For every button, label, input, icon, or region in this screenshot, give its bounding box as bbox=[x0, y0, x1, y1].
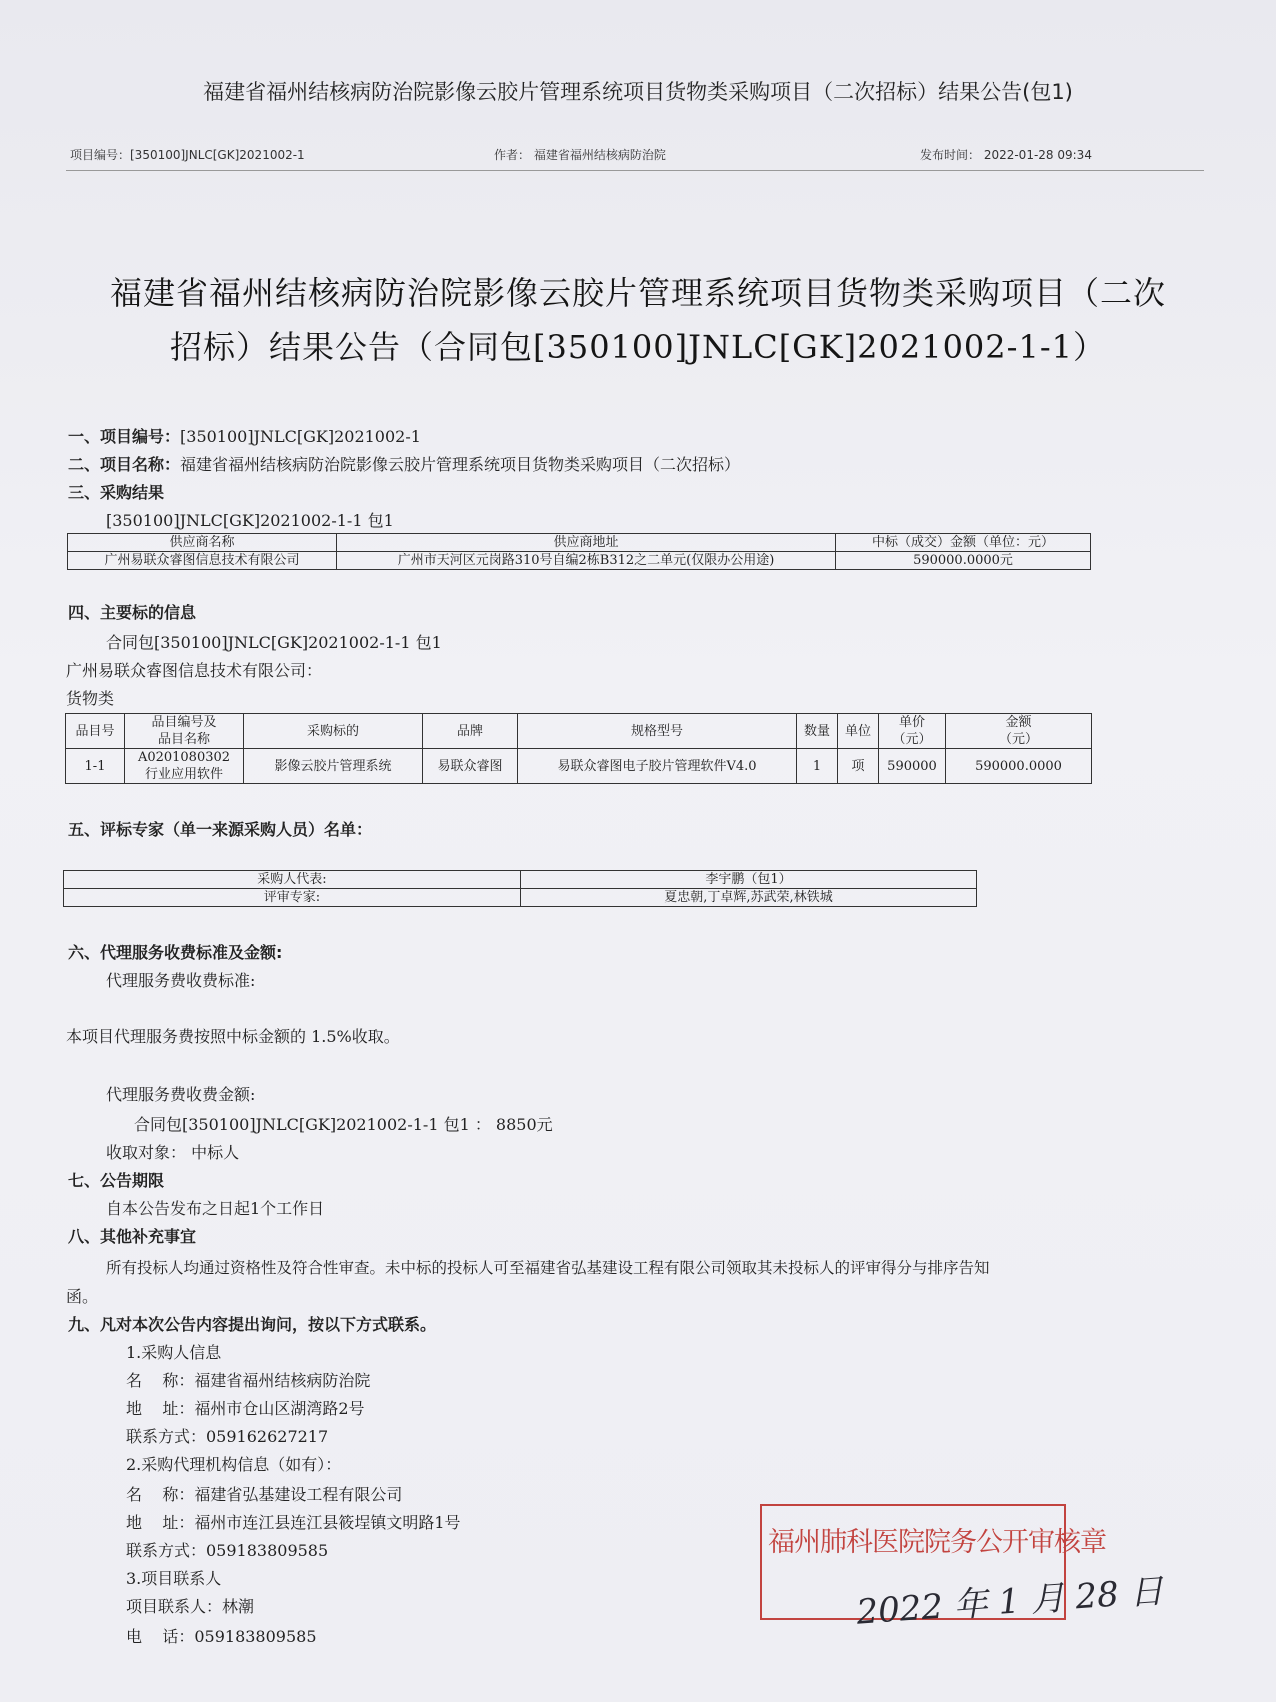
item-unit-cell: 项 bbox=[838, 749, 879, 784]
supplier-address-cell: 广州市天河区元岗路310号自编2栋B312之二单元(仅限办公用途) bbox=[337, 552, 836, 570]
section-3-package: [350100]JNLC[GK]2021002-1-1 包1 bbox=[106, 511, 394, 530]
purchaser-info-heading: 1.采购人信息 bbox=[126, 1343, 222, 1362]
table-header-cell bbox=[946, 714, 1092, 749]
expert-role-cell: 采购人代表: bbox=[64, 871, 521, 889]
main-title-line1: 福建省福州结核病防治院影像云胶片管理系统项目货物类采购项目（二次 bbox=[109, 274, 1166, 312]
purchaser-address: 地 址：福州市仓山区湖湾路2号 bbox=[126, 1399, 365, 1418]
expert-names-cell: 夏忠朝,丁卓辉,苏武荣,林铁城 bbox=[521, 889, 977, 907]
item-qty-cell: 1 bbox=[797, 749, 838, 784]
fee-target: 收取对象： 中标人 bbox=[106, 1143, 240, 1162]
header-title: 福建省福州结核病防治院影像云胶片管理系统项目货物类采购项目（二次招标）结果公告(包1) bbox=[203, 80, 1073, 104]
project-no-value: [350100]JNLC[GK]2021002-1 bbox=[180, 427, 421, 446]
table-header-cell: 规格型号 bbox=[518, 714, 797, 749]
section-4-label: 四、主要标的信息 bbox=[68, 603, 197, 622]
table-header-cell-line: 金额 bbox=[1005, 715, 1032, 730]
table-header-row bbox=[68, 534, 1091, 552]
table-row bbox=[64, 871, 977, 889]
header-author: 作者： 福建省福州结核病防治院 bbox=[494, 148, 666, 162]
item-no-cell: 1-1 bbox=[66, 749, 125, 784]
main-title bbox=[70, 266, 1206, 374]
section-3-label: 三、采购结果 bbox=[68, 483, 165, 502]
item-brand-cell: 易联众睿图 bbox=[423, 749, 518, 784]
table-header-cell-line: 品目名称 bbox=[157, 732, 210, 747]
supplement-text-line1: 所有投标人均通过资格性及符合性审查。未中标的投标人可至福建省弘基建设工程有限公司领取其未投标人的评审得分与排序告知 bbox=[106, 1259, 990, 1277]
expert-table bbox=[63, 870, 977, 907]
contact-heading: 3.项目联系人 bbox=[126, 1569, 222, 1588]
table-header-cell bbox=[125, 714, 244, 749]
purchaser-phone: 联系方式：059162627217 bbox=[126, 1427, 329, 1446]
fee-standard-label: 代理服务费收费标准: bbox=[106, 971, 256, 990]
award-amount-cell: 590000.0000元 bbox=[836, 552, 1091, 570]
section-1 bbox=[68, 424, 421, 447]
item-amount-cell: 590000.0000 bbox=[946, 749, 1092, 784]
table-header-cell bbox=[879, 714, 946, 749]
main-title-line2: 招标）结果公告（合同包[350100]JNLC[GK]2021002-1-1） bbox=[170, 328, 1106, 366]
section-1-label: 一、项目编号： bbox=[68, 427, 181, 446]
table-header-cell: 品目号 bbox=[66, 714, 125, 749]
project-name-value: 福建省福州结核病防治院影像云胶片管理系统项目货物类采购项目（二次招标） bbox=[180, 455, 741, 474]
table-header-row bbox=[66, 714, 1092, 749]
agency-name: 名 称：福建省弘基建设工程有限公司 bbox=[126, 1485, 403, 1504]
table-row bbox=[64, 889, 977, 907]
header-publish-time: 发布时间： 2022-01-28 09:34 bbox=[920, 148, 1092, 162]
table-header-cell-line: 单价 bbox=[898, 715, 925, 730]
section-2-label: 二、项目名称： bbox=[68, 455, 181, 474]
table-header-cell: 单位 bbox=[838, 714, 879, 749]
section-4-category: 货物类 bbox=[66, 689, 115, 708]
stamp-text: 福州肺科医院院务公开审核章 bbox=[768, 1527, 1106, 1558]
table-header-cell-line: 品目编号及 bbox=[151, 715, 217, 730]
table-header-cell-line: （元） bbox=[998, 732, 1038, 747]
section-4-company: 广州易联众睿图信息技术有限公司： bbox=[66, 661, 323, 680]
item-subject-cell: 影像云胶片管理系统 bbox=[244, 749, 423, 784]
contact-person: 项目联系人：林潮 bbox=[126, 1597, 255, 1616]
section-2 bbox=[68, 452, 740, 475]
agency-address: 地 址：福州市连江县连江县筱埕镇文明路1号 bbox=[126, 1513, 461, 1532]
main-item-table bbox=[65, 713, 1092, 784]
table-header-cell: 中标（成交）金额（单位：元） bbox=[836, 534, 1091, 552]
expert-role-cell: 评审专家: bbox=[64, 889, 521, 907]
table-row bbox=[68, 552, 1091, 570]
agency-phone: 联系方式：059183809585 bbox=[126, 1541, 329, 1560]
item-spec-cell: 易联众睿图电子胶片管理软件V4.0 bbox=[518, 749, 797, 784]
purchaser-name: 名 称：福建省福州结核病防治院 bbox=[126, 1371, 371, 1390]
section-9-label: 九、凡对本次公告内容提出询问，按以下方式联系。 bbox=[68, 1315, 437, 1334]
table-row bbox=[66, 749, 1092, 784]
section-7-label: 七、公告期限 bbox=[68, 1171, 165, 1190]
agency-info-heading: 2.采购代理机构信息（如有）： bbox=[126, 1455, 342, 1474]
item-price-cell: 590000 bbox=[879, 749, 946, 784]
section-5-label: 五、评标专家（单一来源采购人员）名单： bbox=[68, 820, 373, 839]
supplement-text-line2: 函。 bbox=[66, 1287, 99, 1306]
table-header-cell: 采购标的 bbox=[244, 714, 423, 749]
contact-phone: 电 话：059183809585 bbox=[126, 1627, 317, 1646]
handwritten-date: 2022 年 1 月 28 日 bbox=[855, 1571, 1165, 1633]
section-4-package: 合同包[350100]JNLC[GK]2021002-1-1 包1 bbox=[106, 633, 442, 652]
table-header-cell: 供应商名称 bbox=[68, 534, 337, 552]
fee-amount-text: 合同包[350100]JNLC[GK]2021002-1-1 包1 ： 8850元 bbox=[134, 1115, 553, 1134]
table-header-cell-line: （元） bbox=[892, 732, 932, 747]
notice-period-text: 自本公告发布之日起1个工作日 bbox=[106, 1199, 325, 1218]
item-code-line: 行业应用软件 bbox=[144, 767, 223, 782]
table-header-cell: 数量 bbox=[797, 714, 838, 749]
section-6-label: 六、代理服务收费标准及金额: bbox=[68, 943, 283, 962]
item-code-line: A0201080302 bbox=[137, 750, 231, 765]
supplier-name-cell: 广州易联众睿图信息技术有限公司 bbox=[68, 552, 337, 570]
table-header-cell: 品牌 bbox=[423, 714, 518, 749]
section-8-label: 八、其他补充事宜 bbox=[68, 1227, 197, 1246]
fee-standard-text: 本项目代理服务费按照中标金额的 1.5%收取。 bbox=[66, 1027, 400, 1046]
table-header-cell: 供应商地址 bbox=[337, 534, 836, 552]
procurement-result-table bbox=[67, 533, 1091, 570]
fee-amount-label: 代理服务费收费金额: bbox=[106, 1085, 256, 1104]
expert-names-cell: 李宇鹏（包1） bbox=[521, 871, 977, 889]
header-divider bbox=[66, 170, 1204, 171]
item-code-cell bbox=[125, 749, 244, 784]
header-project-no: 项目编号：[350100]JNLC[GK]2021002-1 bbox=[70, 148, 305, 162]
